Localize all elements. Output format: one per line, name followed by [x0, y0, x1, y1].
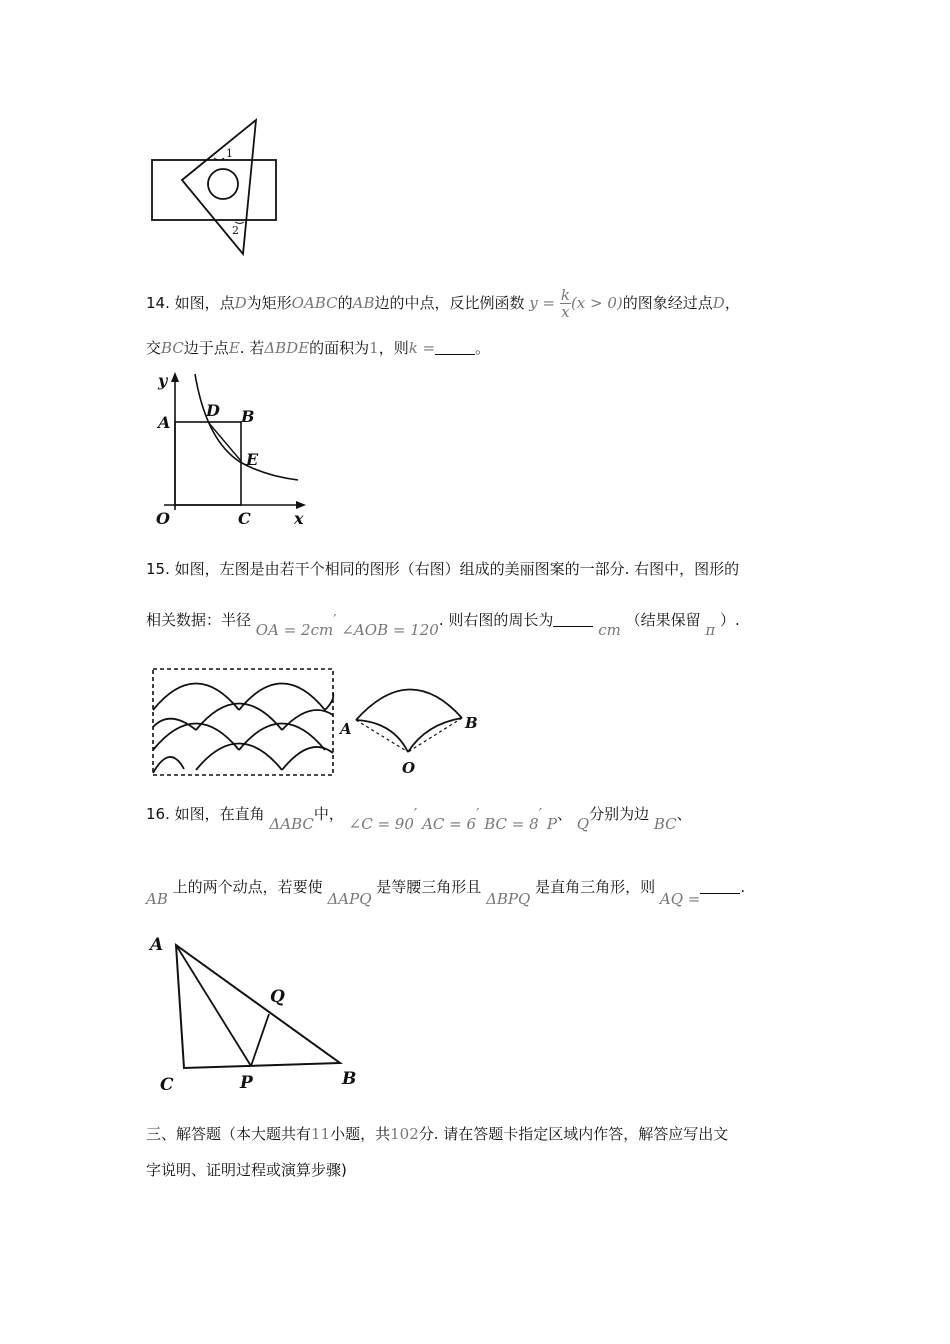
q13-rectangle: [152, 160, 276, 220]
q16-figure: [148, 930, 368, 1095]
q14-line1: 14. 如图，点D为矩形OABC的AB边的中点，反比例函数 y = $\frac{k}{x}$ (x > 0)的图象经过点D，: [146, 286, 740, 321]
q13-triangle: [182, 120, 256, 254]
q16-label-Q: Q: [270, 987, 285, 1007]
q14-label-D: D: [206, 401, 220, 420]
q16-segment-AP: [176, 945, 251, 1066]
q13-figure: [140, 110, 300, 260]
q16-label-P: P: [240, 1073, 253, 1093]
q15-pattern-figure: [150, 665, 340, 780]
q15-label-O: O: [402, 759, 416, 777]
q15-line1: 15. 如图，左图是由若干个相同的图形（右图）组成的美丽图案的一部分. 右图中，图形的: [146, 560, 740, 578]
q14-label-y: y: [158, 371, 168, 390]
section3-line2: 字说明、证明过程或演算步骤): [146, 1161, 347, 1179]
q14-label-O: O: [156, 509, 170, 528]
q13-label-2: 2: [232, 224, 239, 237]
q14-rectangle: [175, 422, 241, 505]
q16-label-B: B: [342, 1069, 357, 1089]
q15-label-A: A: [340, 720, 352, 738]
q14-label-A: A: [158, 413, 171, 432]
q16-segment-PQ: [251, 1014, 269, 1066]
q14-label-x: x: [294, 509, 304, 528]
q15-label-B: B: [465, 714, 478, 732]
q16-label-C: C: [160, 1075, 174, 1095]
q16-label-A: A: [150, 935, 164, 955]
q15-dashed-border: [153, 669, 333, 775]
q15-answer-blank: [553, 612, 593, 627]
q14-label-E: E: [246, 450, 259, 469]
q16-line2: AB 上的两个动点，若要使 ΔAPQ 是等腰三角形且 ΔBPQ 是直角三角形，则 AQ =.: [146, 878, 746, 908]
q14-fraction: $\frac{k}{x}$: [560, 286, 570, 321]
q13-label-1: 1: [226, 147, 233, 160]
q14-figure: [150, 370, 320, 530]
q14-answer-blank: [435, 340, 475, 355]
q14-label-C: C: [238, 509, 251, 528]
q16-answer-blank: [700, 879, 740, 894]
q14-line2: 交BC边于点E. 若ΔBDE的面积为1，则k = 。: [146, 339, 491, 357]
q13-circle: [208, 169, 238, 199]
q15-unit-top-arc: [356, 689, 462, 720]
q14-label-B: B: [241, 407, 255, 426]
section3-line1: 三、解答题（本大题共有11小题，共102分. 请在答题卡指定区域内作答，解答应写出文: [146, 1125, 729, 1143]
q16-line1: 16. 如图，在直角 ΔABC中， ∠C = 90′ AC = 6′ BC = 8′ P、 Q分别为边 BC、: [146, 805, 692, 833]
q15-unit-figure: [338, 680, 488, 780]
q16-triangle-ABC: [176, 945, 340, 1068]
q15-line2: 相关数据：半径 OA = 2cm′ ∠AOB = 120. 则右图的周长为 cm （结果保留 π ）.: [146, 611, 740, 639]
